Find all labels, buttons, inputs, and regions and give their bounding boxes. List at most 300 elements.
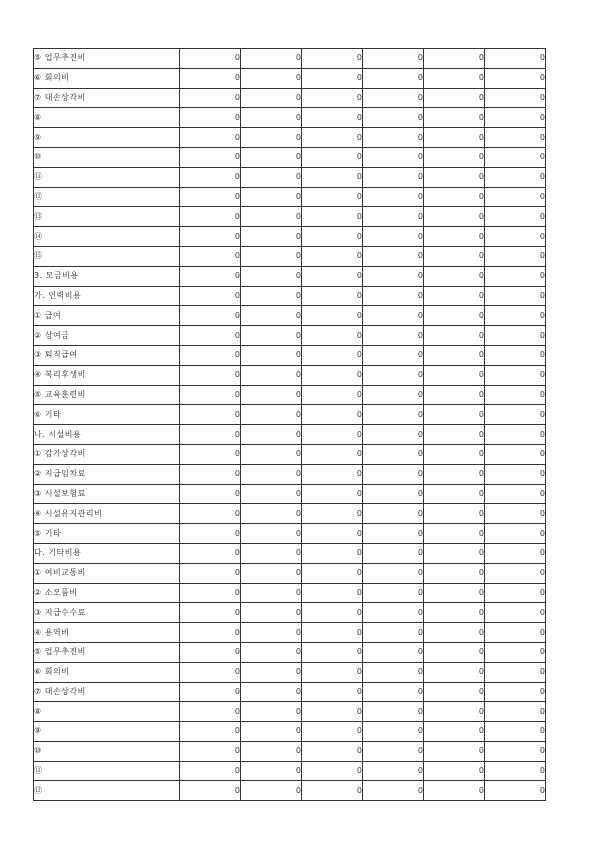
table-row — [34, 207, 546, 227]
amount-cell: 0 — [302, 345, 363, 365]
amount-cell: 0 — [180, 603, 241, 623]
row-label: ⑥ 기타 — [34, 405, 180, 425]
table-row — [34, 781, 546, 801]
amount-cell: 0 — [180, 108, 241, 128]
amount-cell: 0 — [363, 266, 424, 286]
row-label: ⑤ 기타 — [34, 524, 180, 544]
amount-cell: 0 — [424, 603, 485, 623]
amount-cell: 0 — [241, 147, 302, 167]
amount-cell: 0 — [180, 385, 241, 405]
amount-cell: 0 — [363, 167, 424, 187]
amount-cell: 0 — [180, 444, 241, 464]
row-label: ③ 지급수수료 — [34, 603, 180, 623]
amount-cell: 0 — [302, 108, 363, 128]
row-label: ⑧ — [34, 702, 180, 722]
row-label: ① 급여 — [34, 306, 180, 326]
amount-cell: 0 — [302, 246, 363, 266]
amount-cell: 0 — [485, 108, 546, 128]
amount-cell: 0 — [485, 722, 546, 742]
amount-cell: 0 — [241, 207, 302, 227]
amount-cell: 0 — [180, 781, 241, 801]
amount-cell: 0 — [302, 662, 363, 682]
amount-cell: 0 — [363, 524, 424, 544]
amount-cell: 0 — [241, 722, 302, 742]
amount-cell: 0 — [485, 504, 546, 524]
amount-cell: 0 — [485, 286, 546, 306]
amount-cell: 0 — [180, 286, 241, 306]
amount-cell: 0 — [485, 425, 546, 445]
amount-cell: 0 — [424, 405, 485, 425]
row-label: ④ 시설유지관리비 — [34, 504, 180, 524]
table-row — [34, 662, 546, 682]
amount-cell: 0 — [424, 306, 485, 326]
amount-cell: 0 — [485, 49, 546, 69]
row-label: 다. 기타비용 — [34, 543, 180, 563]
table-row — [34, 405, 546, 425]
table-row — [34, 741, 546, 761]
row-label: ⑫ — [34, 781, 180, 801]
row-label: 나. 시설비용 — [34, 425, 180, 445]
row-label: ⑮ — [34, 246, 180, 266]
amount-cell: 0 — [363, 603, 424, 623]
amount-cell: 0 — [363, 286, 424, 306]
amount-cell: 0 — [485, 444, 546, 464]
amount-cell: 0 — [241, 49, 302, 69]
amount-cell: 0 — [485, 583, 546, 603]
amount-cell: 0 — [424, 227, 485, 247]
row-label: ④ 복리후생비 — [34, 365, 180, 385]
amount-cell: 0 — [485, 464, 546, 484]
amount-cell: 0 — [302, 49, 363, 69]
amount-cell: 0 — [363, 642, 424, 662]
amount-cell: 0 — [485, 246, 546, 266]
amount-cell: 0 — [180, 682, 241, 702]
amount-cell: 0 — [241, 68, 302, 88]
table-row — [34, 167, 546, 187]
amount-cell: 0 — [241, 702, 302, 722]
amount-cell: 0 — [424, 682, 485, 702]
amount-cell: 0 — [485, 662, 546, 682]
amount-cell: 0 — [485, 543, 546, 563]
amount-cell: 0 — [485, 702, 546, 722]
row-label: ③ 시설보험료 — [34, 484, 180, 504]
amount-cell: 0 — [302, 385, 363, 405]
amount-cell: 0 — [485, 306, 546, 326]
table-row — [34, 286, 546, 306]
amount-cell: 0 — [424, 49, 485, 69]
amount-cell: 0 — [363, 187, 424, 207]
table-row — [34, 504, 546, 524]
amount-cell: 0 — [485, 167, 546, 187]
amount-cell: 0 — [424, 484, 485, 504]
amount-cell: 0 — [302, 326, 363, 346]
row-label: ⑤ 교육훈련비 — [34, 385, 180, 405]
amount-cell: 0 — [485, 623, 546, 643]
table-row — [34, 266, 546, 286]
amount-cell: 0 — [485, 187, 546, 207]
amount-cell: 0 — [485, 761, 546, 781]
amount-cell: 0 — [363, 543, 424, 563]
amount-cell: 0 — [241, 642, 302, 662]
table-row — [34, 682, 546, 702]
amount-cell: 0 — [302, 227, 363, 247]
amount-cell: 0 — [485, 781, 546, 801]
amount-cell: 0 — [241, 623, 302, 643]
amount-cell: 0 — [302, 524, 363, 544]
amount-cell: 0 — [363, 682, 424, 702]
amount-cell: 0 — [180, 49, 241, 69]
amount-cell: 0 — [485, 147, 546, 167]
table-row — [34, 108, 546, 128]
amount-cell: 0 — [424, 722, 485, 742]
amount-cell: 0 — [302, 167, 363, 187]
row-label: ⑨ — [34, 722, 180, 742]
amount-cell: 0 — [485, 385, 546, 405]
row-label: ⑪ — [34, 167, 180, 187]
amount-cell: 0 — [241, 524, 302, 544]
row-label: ⑨ — [34, 128, 180, 148]
amount-cell: 0 — [363, 563, 424, 583]
row-label: ② 지급임차료 — [34, 464, 180, 484]
row-label: 3. 모금비용 — [34, 266, 180, 286]
amount-cell: 0 — [241, 425, 302, 445]
amount-cell: 0 — [241, 227, 302, 247]
amount-cell: 0 — [424, 543, 485, 563]
amount-cell: 0 — [180, 702, 241, 722]
amount-cell: 0 — [180, 187, 241, 207]
expense-table-body — [34, 49, 546, 801]
amount-cell: 0 — [302, 702, 363, 722]
amount-cell: 0 — [180, 246, 241, 266]
amount-cell: 0 — [302, 365, 363, 385]
amount-cell: 0 — [180, 207, 241, 227]
table-row — [34, 444, 546, 464]
table-row — [34, 88, 546, 108]
row-label: ⑥ 회의비 — [34, 68, 180, 88]
amount-cell: 0 — [485, 603, 546, 623]
amount-cell: 0 — [363, 207, 424, 227]
table-row — [34, 326, 546, 346]
amount-cell: 0 — [180, 88, 241, 108]
amount-cell: 0 — [424, 642, 485, 662]
amount-cell: 0 — [485, 227, 546, 247]
amount-cell: 0 — [363, 68, 424, 88]
amount-cell: 0 — [302, 484, 363, 504]
amount-cell: 0 — [180, 642, 241, 662]
amount-cell: 0 — [363, 662, 424, 682]
amount-cell: 0 — [241, 266, 302, 286]
amount-cell: 0 — [363, 49, 424, 69]
row-label: ⑭ — [34, 227, 180, 247]
amount-cell: 0 — [180, 147, 241, 167]
row-label: ④ 용역비 — [34, 623, 180, 643]
table-row — [34, 484, 546, 504]
amount-cell: 0 — [363, 385, 424, 405]
amount-cell: 0 — [241, 88, 302, 108]
amount-cell: 0 — [180, 722, 241, 742]
amount-cell: 0 — [241, 365, 302, 385]
amount-cell: 0 — [241, 187, 302, 207]
amount-cell: 0 — [241, 464, 302, 484]
amount-cell: 0 — [363, 583, 424, 603]
amount-cell: 0 — [302, 741, 363, 761]
amount-cell: 0 — [363, 88, 424, 108]
amount-cell: 0 — [485, 642, 546, 662]
amount-cell: 0 — [180, 227, 241, 247]
amount-cell: 0 — [302, 781, 363, 801]
amount-cell: 0 — [241, 246, 302, 266]
row-label: ③ 퇴직급여 — [34, 345, 180, 365]
table-row — [34, 227, 546, 247]
amount-cell: 0 — [485, 128, 546, 148]
amount-cell: 0 — [485, 682, 546, 702]
amount-cell: 0 — [424, 128, 485, 148]
row-label: ② 소모품비 — [34, 583, 180, 603]
amount-cell: 0 — [424, 524, 485, 544]
amount-cell: 0 — [180, 266, 241, 286]
table-row — [34, 425, 546, 445]
amount-cell: 0 — [180, 425, 241, 445]
amount-cell: 0 — [363, 464, 424, 484]
amount-cell: 0 — [241, 563, 302, 583]
amount-cell: 0 — [363, 741, 424, 761]
row-label: ⑬ — [34, 207, 180, 227]
amount-cell: 0 — [424, 464, 485, 484]
amount-cell: 0 — [424, 781, 485, 801]
amount-cell: 0 — [180, 484, 241, 504]
amount-cell: 0 — [363, 761, 424, 781]
amount-cell: 0 — [485, 524, 546, 544]
amount-cell: 0 — [180, 128, 241, 148]
amount-cell: 0 — [424, 444, 485, 464]
amount-cell: 0 — [424, 385, 485, 405]
amount-cell: 0 — [363, 425, 424, 445]
table-row — [34, 761, 546, 781]
amount-cell: 0 — [241, 167, 302, 187]
amount-cell: 0 — [180, 662, 241, 682]
amount-cell: 0 — [180, 504, 241, 524]
amount-cell: 0 — [241, 781, 302, 801]
row-label: ⑩ — [34, 741, 180, 761]
amount-cell: 0 — [241, 326, 302, 346]
amount-cell: 0 — [241, 543, 302, 563]
table-row — [34, 345, 546, 365]
amount-cell: 0 — [302, 603, 363, 623]
amount-cell: 0 — [180, 524, 241, 544]
row-label: ① 여비교통비 — [34, 563, 180, 583]
amount-cell: 0 — [424, 425, 485, 445]
row-label: ② 상여금 — [34, 326, 180, 346]
amount-cell: 0 — [424, 741, 485, 761]
row-label: ⑤ 업무추진비 — [34, 49, 180, 69]
amount-cell: 0 — [424, 623, 485, 643]
amount-cell: 0 — [424, 326, 485, 346]
table-row — [34, 385, 546, 405]
amount-cell: 0 — [302, 147, 363, 167]
amount-cell: 0 — [363, 702, 424, 722]
amount-cell: 0 — [363, 484, 424, 504]
row-label: ① 감가상각비 — [34, 444, 180, 464]
amount-cell: 0 — [485, 365, 546, 385]
expense-table — [33, 48, 546, 801]
amount-cell: 0 — [424, 761, 485, 781]
table-row — [34, 642, 546, 662]
amount-cell: 0 — [180, 365, 241, 385]
amount-cell: 0 — [241, 583, 302, 603]
amount-cell: 0 — [424, 167, 485, 187]
table-row — [34, 187, 546, 207]
amount-cell: 0 — [241, 444, 302, 464]
amount-cell: 0 — [424, 207, 485, 227]
amount-cell: 0 — [424, 563, 485, 583]
amount-cell: 0 — [485, 326, 546, 346]
amount-cell: 0 — [180, 583, 241, 603]
amount-cell: 0 — [424, 68, 485, 88]
amount-cell: 0 — [424, 108, 485, 128]
amount-cell: 0 — [363, 128, 424, 148]
amount-cell: 0 — [180, 405, 241, 425]
row-label: ⑫ — [34, 187, 180, 207]
table-row — [34, 49, 546, 69]
amount-cell: 0 — [241, 761, 302, 781]
amount-cell: 0 — [363, 781, 424, 801]
amount-cell: 0 — [363, 365, 424, 385]
table-row — [34, 128, 546, 148]
amount-cell: 0 — [180, 167, 241, 187]
amount-cell: 0 — [302, 88, 363, 108]
amount-cell: 0 — [180, 623, 241, 643]
amount-cell: 0 — [180, 543, 241, 563]
amount-cell: 0 — [363, 444, 424, 464]
amount-cell: 0 — [180, 464, 241, 484]
amount-cell: 0 — [302, 444, 363, 464]
amount-cell: 0 — [424, 504, 485, 524]
row-label: 가. 인력비용 — [34, 286, 180, 306]
amount-cell: 0 — [485, 88, 546, 108]
amount-cell: 0 — [424, 583, 485, 603]
amount-cell: 0 — [302, 642, 363, 662]
table-row — [34, 583, 546, 603]
amount-cell: 0 — [241, 682, 302, 702]
table-row — [34, 246, 546, 266]
amount-cell: 0 — [241, 345, 302, 365]
amount-cell: 0 — [424, 147, 485, 167]
table-row — [34, 147, 546, 167]
table-row — [34, 464, 546, 484]
row-label: ⑪ — [34, 761, 180, 781]
amount-cell: 0 — [302, 405, 363, 425]
amount-cell: 0 — [180, 326, 241, 346]
row-label: ⑧ — [34, 108, 180, 128]
amount-cell: 0 — [241, 128, 302, 148]
amount-cell: 0 — [424, 365, 485, 385]
amount-cell: 0 — [363, 306, 424, 326]
row-label: ⑤ 업무추진비 — [34, 642, 180, 662]
amount-cell: 0 — [302, 286, 363, 306]
amount-cell: 0 — [302, 425, 363, 445]
amount-cell: 0 — [180, 345, 241, 365]
amount-cell: 0 — [485, 741, 546, 761]
amount-cell: 0 — [241, 108, 302, 128]
amount-cell: 0 — [241, 603, 302, 623]
amount-cell: 0 — [302, 68, 363, 88]
amount-cell: 0 — [180, 741, 241, 761]
table-row — [34, 365, 546, 385]
amount-cell: 0 — [302, 504, 363, 524]
amount-cell: 0 — [241, 385, 302, 405]
amount-cell: 0 — [241, 306, 302, 326]
amount-cell: 0 — [180, 306, 241, 326]
amount-cell: 0 — [363, 405, 424, 425]
amount-cell: 0 — [180, 761, 241, 781]
amount-cell: 0 — [302, 623, 363, 643]
amount-cell: 0 — [241, 484, 302, 504]
amount-cell: 0 — [485, 68, 546, 88]
amount-cell: 0 — [424, 702, 485, 722]
amount-cell: 0 — [363, 345, 424, 365]
amount-cell: 0 — [485, 484, 546, 504]
amount-cell: 0 — [485, 563, 546, 583]
row-label: ⑩ — [34, 147, 180, 167]
amount-cell: 0 — [485, 345, 546, 365]
amount-cell: 0 — [180, 563, 241, 583]
amount-cell: 0 — [302, 266, 363, 286]
amount-cell: 0 — [363, 246, 424, 266]
row-label: ⑦ 대손상각비 — [34, 88, 180, 108]
amount-cell: 0 — [363, 108, 424, 128]
amount-cell: 0 — [424, 662, 485, 682]
amount-cell: 0 — [302, 682, 363, 702]
table-row — [34, 524, 546, 544]
amount-cell: 0 — [363, 722, 424, 742]
amount-cell: 0 — [302, 207, 363, 227]
amount-cell: 0 — [485, 405, 546, 425]
amount-cell: 0 — [424, 345, 485, 365]
row-label: ⑥ 회의비 — [34, 662, 180, 682]
amount-cell: 0 — [424, 187, 485, 207]
amount-cell: 0 — [363, 504, 424, 524]
amount-cell: 0 — [302, 722, 363, 742]
row-label: ⑦ 대손상각비 — [34, 682, 180, 702]
amount-cell: 0 — [302, 563, 363, 583]
amount-cell: 0 — [302, 464, 363, 484]
amount-cell: 0 — [302, 187, 363, 207]
amount-cell: 0 — [363, 147, 424, 167]
amount-cell: 0 — [302, 128, 363, 148]
table-row — [34, 702, 546, 722]
amount-cell: 0 — [424, 246, 485, 266]
amount-cell: 0 — [241, 405, 302, 425]
amount-cell: 0 — [180, 68, 241, 88]
amount-cell: 0 — [241, 504, 302, 524]
amount-cell: 0 — [424, 266, 485, 286]
amount-cell: 0 — [302, 543, 363, 563]
amount-cell: 0 — [302, 761, 363, 781]
table-row — [34, 68, 546, 88]
amount-cell: 0 — [241, 662, 302, 682]
table-row — [34, 603, 546, 623]
amount-cell: 0 — [363, 227, 424, 247]
amount-cell: 0 — [485, 266, 546, 286]
table-row — [34, 543, 546, 563]
amount-cell: 0 — [302, 306, 363, 326]
amount-cell: 0 — [363, 623, 424, 643]
table-row — [34, 306, 546, 326]
table-row — [34, 722, 546, 742]
table-row — [34, 623, 546, 643]
amount-cell: 0 — [485, 207, 546, 227]
amount-cell: 0 — [363, 326, 424, 346]
